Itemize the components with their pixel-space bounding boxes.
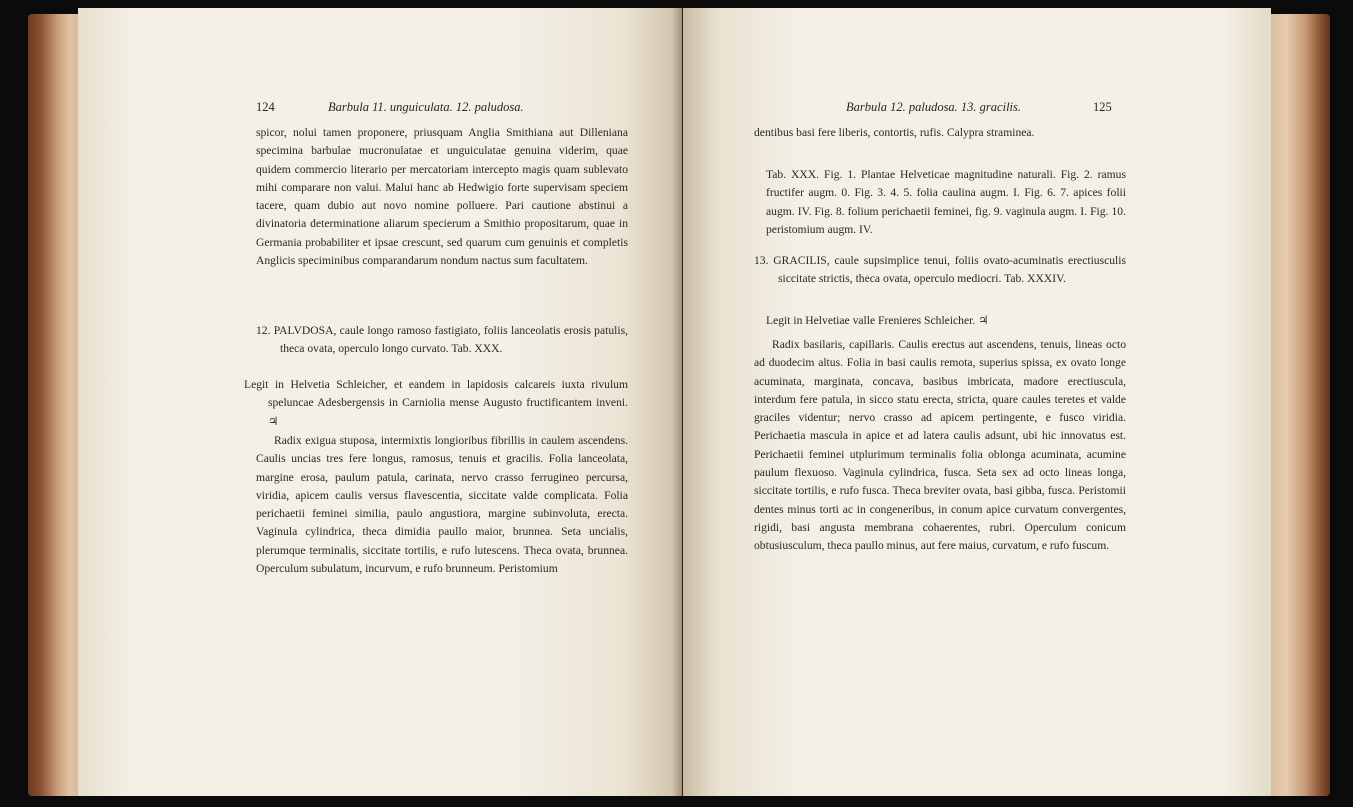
right-page-number: 125 (1093, 100, 1112, 114)
left-page-number: 124 (256, 100, 275, 114)
species-13-morphology: Radix basilaris, capillaris. Caulis erectus aut ascendens, tenuis, lineas octo ad duodecim altus. Folia in basi caulis remota, superius spissa, ex ovato longe acuminata, marginata, concava, basibus imbricata, madore erectiuscula, interdum fere patula, in sicco statu erecta, stricta, quare caules teretes et valde graciles videntur; nervo crasso ad apicem pertingente, e fusco viridia. Perichaetia mascula in apice et ad latera caulis adsunt, ubi hic innovatus est. Perichaetii feminei utplurimum terminalis folia oblonga acuminata, acumine paulum flexuoso. Vaginula cylindrica, fusca. Seta sex ad octo lineas longa, siccitate tortilis, e rufo fusca. Theca breviter ovata, basi gibba, fusca. Peristomii dentes minus torti ac in congeneribus, in conum apice curvatum convergentes, rigidi, basi angusta membrana cohaerentes, rubri. Operculum conicum obtusiusculum, theca paullo minus, aut fere maius, curvatum, e rufo fuscum. (754, 338, 1126, 553)
left-paragraph-1: spicor, nolui tamen proponere, priusquam Anglia Smithiana aut Dilleniana specimina barbulae mucronulatae et unguiculatae genuina viderim, quae quidem commercio literario per mercatoriam intercepto magis quam sublevato mihi comparare non valui. Malui hanc ab Hedwigio forte supervisam speciem tacere, quam dubio aut novo nomine polluere. Pari cautione abstinui a divinatoria determinatione aliarum specierum a Smithio propositarum, quae in Germania probabiliter et ipsae crescunt, sed quarum cum genuinis et completis Anglicis speciminibus comparandarum nondum nactus sum facultatem. (256, 126, 628, 268)
right-page-edges (1268, 14, 1330, 796)
tab-xxx-figures: Tab. XXX. Fig. 1. Plantae Helveticae magnitudine naturali. Fig. 2. ramus fructifer augm. 0. Fig. 3. 4. 5. folia caulina augm. I. Fig. 6. 7. apices folii augm. IV. Fig. 8. folium perichaetii feminei, fig. 9. vaginula augm. I. Fig. 10. peristomium augm. IV. (766, 168, 1126, 236)
right-page (683, 8, 1271, 796)
species-13-locality: Legit in Helvetiae valle Frenieres Schleicher. ♃ (766, 314, 989, 327)
right-paragraph-1: dentibus basi fere liberis, contortis, rufis. Calypra straminea. (754, 126, 1035, 139)
left-text-block (244, 124, 628, 578)
right-running-head: Barbula 12. paludosa. 13. gracilis. (846, 100, 1022, 114)
species-12-locality: Legit in Helvetia Schleicher, et eandem in lapidosis calcareis iuxta rivulum speluncae Adesbergensis in Carniolia mense Augusto fructificantem inveni. ♃ (244, 378, 628, 428)
left-page-edges (28, 14, 80, 796)
species-12-morphology: Radix exigua stuposa, intermixtis longioribus fibrillis in caulem ascendens. Caulis uncias tres fere longus, ramosus, tenuis et gracilis. Folia lanceolata, margine erosa, paulum patula, carinata, nervo crasso ferrugineo percursa, viridia, apicem caulis versus flavescentia, siccitate valde complicata. Folia perichaetii feminei similia, paulo angustiora, margine subinvoluta, erecta. Vaginula cylindrica, theca dimidia paullo maior, brunnea. Seta uncialis, plerumque terminalis, siccitate tortilis, e rufo lutescens. Theca ovata, brunnea. Operculum subulatum, incurvum, e rufo brunneum. Peristomium (256, 434, 628, 576)
right-text-block (754, 124, 1126, 556)
species-12-description: 12. PALVDOSA, caule longo ramoso fastigiato, foliis lanceolatis erosis patulis, theca ovata, operculo longo curvato. Tab. XXX. (256, 324, 628, 356)
left-page (78, 8, 682, 796)
species-13-description: 13. GRACILIS, caule supsimplice tenui, foliis ovato-acuminatis erectiusculis siccitate strictis, theca ovata, operculo mediocri. Tab. XXXIV. (754, 254, 1126, 286)
left-running-head: Barbula 11. unguiculata. 12. paludosa. (328, 100, 524, 114)
